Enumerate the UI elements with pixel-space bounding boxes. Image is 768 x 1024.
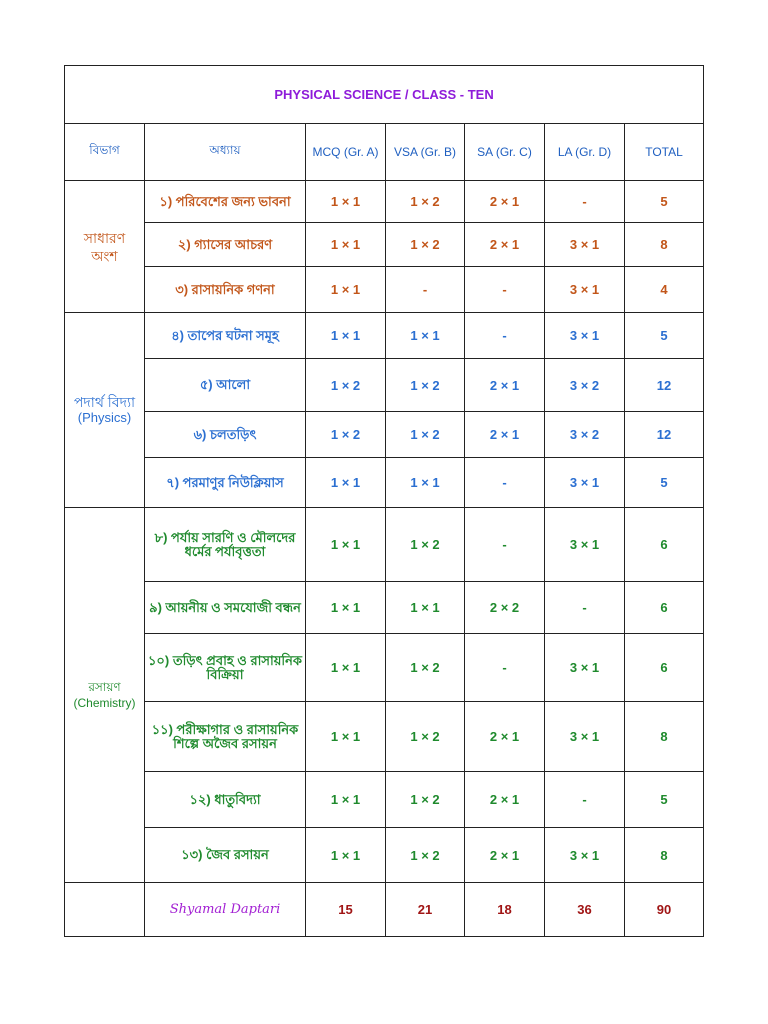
total-cell: 6 [625, 582, 704, 634]
sa-cell: 2 × 1 [465, 412, 545, 458]
total-cell: 5 [625, 181, 704, 223]
total-cell: 6 [625, 508, 704, 582]
vsa-cell: 1 × 1 [386, 458, 465, 508]
total-cell: 12 [625, 412, 704, 458]
mcq-cell: 1 × 1 [306, 772, 386, 828]
vsa-cell: 1 × 2 [386, 412, 465, 458]
sa-cell: - [465, 267, 545, 313]
table-row [65, 582, 704, 634]
table-row [65, 181, 704, 223]
mcq-cell: 1 × 1 [306, 267, 386, 313]
total-cell: 8 [625, 828, 704, 883]
la-cell: 3 × 1 [545, 267, 625, 313]
vsa-cell: - [386, 267, 465, 313]
mcq-cell: 1 × 1 [306, 828, 386, 883]
total-cell: 5 [625, 458, 704, 508]
mcq-cell: 1 × 1 [306, 634, 386, 702]
totals-row [65, 883, 704, 937]
table-row [65, 412, 704, 458]
chapter-cell: ৯) আয়নীয় ও সমযোজী বন্ধন [145, 582, 306, 634]
header-la: LA (Gr. D) [545, 124, 625, 181]
table-row [65, 458, 704, 508]
chapter-cell: ৫) আলো [145, 359, 306, 412]
la-cell: - [545, 181, 625, 223]
section-chemistry [65, 508, 145, 883]
la-cell: 3 × 1 [545, 313, 625, 359]
table-row [65, 772, 704, 828]
mcq-cell: 1 × 2 [306, 359, 386, 412]
header-section: বিভাগ [65, 124, 145, 181]
table-row [65, 267, 704, 313]
sa-cell: 2 × 2 [465, 582, 545, 634]
la-cell: 3 × 2 [545, 359, 625, 412]
mcq-total: 15 [306, 883, 386, 937]
header-row [65, 124, 704, 181]
la-cell: 3 × 1 [545, 828, 625, 883]
section-chemistry-name-en: (Chemistry) [73, 696, 136, 710]
total-cell: 6 [625, 634, 704, 702]
la-cell: 3 × 1 [545, 458, 625, 508]
la-cell: 3 × 1 [545, 634, 625, 702]
sa-cell: 2 × 1 [465, 702, 545, 772]
la-cell: 3 × 1 [545, 223, 625, 267]
la-cell: - [545, 772, 625, 828]
la-total: 36 [545, 883, 625, 937]
chapter-cell: ১১) পরীক্ষাগার ও রাসায়নিক শিল্পে অজৈব রসায়ন [145, 702, 306, 772]
sa-cell: - [465, 634, 545, 702]
section-general [65, 181, 145, 313]
author-signature: Shyamal Daptari [145, 883, 306, 937]
vsa-cell: 1 × 2 [386, 359, 465, 412]
vsa-cell: 1 × 2 [386, 772, 465, 828]
vsa-cell: 1 × 2 [386, 702, 465, 772]
vsa-cell: 1 × 2 [386, 181, 465, 223]
sa-cell: - [465, 508, 545, 582]
table-row [65, 634, 704, 702]
sa-cell: 2 × 1 [465, 828, 545, 883]
sa-cell: - [465, 313, 545, 359]
la-cell: - [545, 582, 625, 634]
la-cell: 3 × 2 [545, 412, 625, 458]
chapter-cell: ৩) রাসায়নিক গণনা [145, 267, 306, 313]
section-physics-name-en: (Physics) [77, 410, 132, 425]
chapter-cell: ৮) পর্যায় সারণি ও মৌলদের ধর্মের পর্যাবৃত্ততা [145, 508, 306, 582]
vsa-cell: 1 × 2 [386, 634, 465, 702]
chapter-cell: ২) গ্যাসের আচরণ [145, 223, 306, 267]
la-cell: 3 × 1 [545, 508, 625, 582]
table-row [65, 313, 704, 359]
header-vsa: VSA (Gr. B) [386, 124, 465, 181]
mcq-cell: 1 × 1 [306, 702, 386, 772]
total-cell: 8 [625, 702, 704, 772]
mcq-cell: 1 × 1 [306, 582, 386, 634]
header-mcq: MCQ (Gr. A) [306, 124, 386, 181]
mcq-cell: 1 × 1 [306, 508, 386, 582]
marks-distribution-table [64, 65, 704, 937]
sa-cell: 2 × 1 [465, 181, 545, 223]
chapter-cell: ১) পরিবেশের জন্য ভাবনা [145, 181, 306, 223]
header-total: TOTAL [625, 124, 704, 181]
table-title: PHYSICAL SCIENCE / CLASS - TEN [65, 66, 704, 124]
chapter-cell: ৬) চলতড়িৎ [145, 412, 306, 458]
total-cell: 12 [625, 359, 704, 412]
chapter-cell: ১৩) জৈব রসায়ন [145, 828, 306, 883]
vsa-cell: 1 × 1 [386, 313, 465, 359]
header-chapter: অধ্যায় [145, 124, 306, 181]
total-cell: 4 [625, 267, 704, 313]
vsa-total: 21 [386, 883, 465, 937]
footer-empty-cell [65, 883, 145, 937]
table-row [65, 828, 704, 883]
section-physics [65, 313, 145, 508]
vsa-cell: 1 × 2 [386, 223, 465, 267]
header-sa: SA (Gr. C) [465, 124, 545, 181]
chapter-cell: ৪) তাপের ঘটনা সমূহ [145, 313, 306, 359]
table-row [65, 359, 704, 412]
sa-cell: 2 × 1 [465, 359, 545, 412]
la-cell: 3 × 1 [545, 702, 625, 772]
total-cell: 5 [625, 313, 704, 359]
chapter-cell: ৭) পরমাণুর নিউক্লিয়াস [145, 458, 306, 508]
section-physics-name: পদার্থ বিদ্যা [73, 394, 136, 410]
grand-total: 90 [625, 883, 704, 937]
vsa-cell: 1 × 2 [386, 508, 465, 582]
sa-cell: - [465, 458, 545, 508]
sa-total: 18 [465, 883, 545, 937]
sa-cell: 2 × 1 [465, 223, 545, 267]
total-cell: 8 [625, 223, 704, 267]
section-general-name: সাধারণ অংশ [83, 229, 126, 264]
table-row [65, 702, 704, 772]
mcq-cell: 1 × 1 [306, 313, 386, 359]
chapter-cell: ১২) ধাতুবিদ্যা [145, 772, 306, 828]
section-chemistry-name: রসায়ণ [88, 680, 121, 694]
vsa-cell: 1 × 1 [386, 582, 465, 634]
mcq-cell: 1 × 1 [306, 458, 386, 508]
mcq-cell: 1 × 1 [306, 181, 386, 223]
vsa-cell: 1 × 2 [386, 828, 465, 883]
chapter-cell: ১০) তড়িৎ প্রবাহ ও রাসায়নিক বিক্রিয়া [145, 634, 306, 702]
table-row [65, 223, 704, 267]
total-cell: 5 [625, 772, 704, 828]
mcq-cell: 1 × 1 [306, 223, 386, 267]
table-row [65, 508, 704, 582]
mcq-cell: 1 × 2 [306, 412, 386, 458]
sa-cell: 2 × 1 [465, 772, 545, 828]
